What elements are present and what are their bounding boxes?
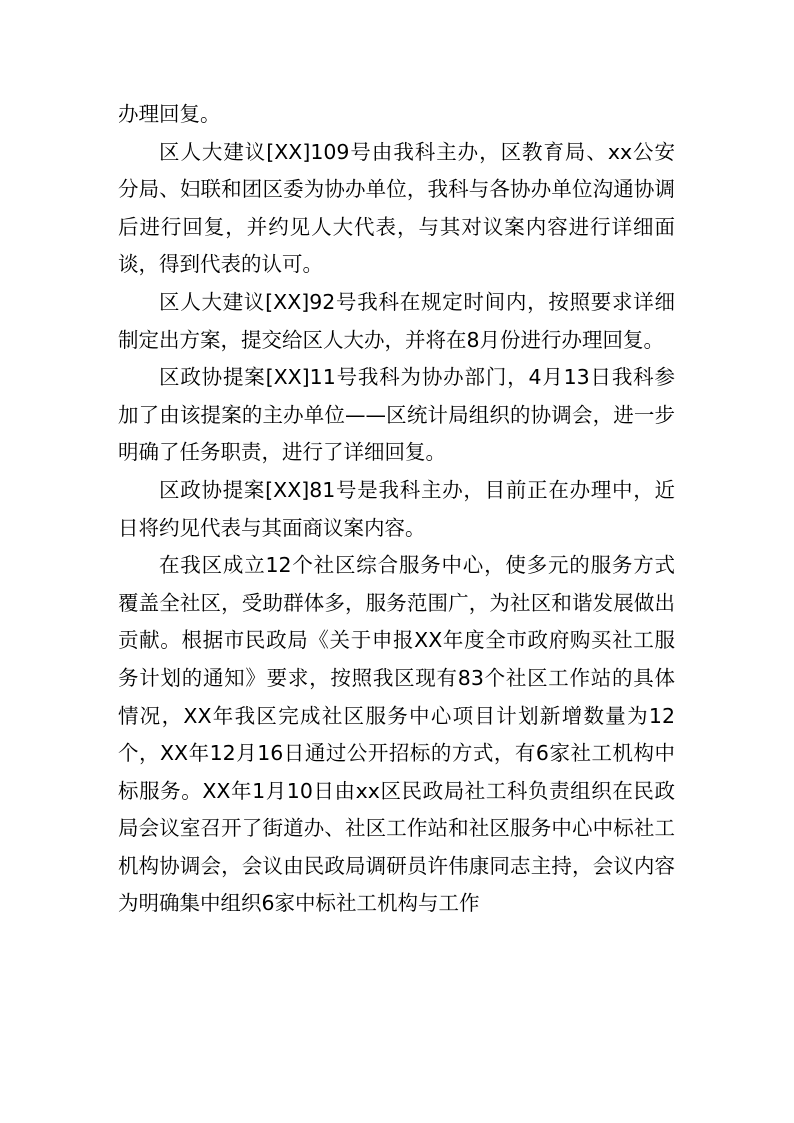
paragraph-proposal-109: 区人大建议[XX]109号由我科主办，区教育局、xx公安分局、妇联和团区委为协办单位，我科与各协办单位沟通协调后进行回复，并约见人大代表，与其对议案内容进行详细面谈，得到代表的认可。 — [118, 139, 675, 277]
paragraph-proposal-11: 区政协提案[XX]11号我科为协办部门，4月13日我科参加了由该提案的主办单位——区统计局组织的协调会，进一步明确了任务职责，进行了详细回复。 — [118, 365, 675, 465]
document-body — [118, 96, 675, 923]
paragraph-proposal-81: 区政协提案[XX]81号是我科主办，目前正在办理中，近日将约见代表与其面商议案内容。 — [118, 477, 675, 540]
paragraph-proposal-92: 区人大建议[XX]92号我科在规定时间内，按照要求详细制定出方案，提交给区人大办，并将在8月份进行办理回复。 — [118, 289, 675, 352]
paragraph-continuation: 办理回复。 — [118, 102, 221, 126]
paragraph-community-centers: 在我区成立12个社区综合服务中心，使多元的服务方式覆盖全社区，受助群体多，服务范围广，为社区和谐发展做出贡献。根据市民政局《关于申报XX年度全市政府购买社工服务计划的通知》要求，按照我区现有83个社区工作站的具体情况，XX年我区完成社区服务中心项目计划新增数量为12个，XX年12月16日通过公开招标的方式，有6家社工机构中标服务。XX年1月10日由xx区民政局社工科负责组织在民政局会议室召开了街道办、社区工作站和社区服务中心中标社工机构协调会，会议由民政局调研员许伟康同志主持，会议内容为明确集中组织6家中标社工机构与工作 — [118, 553, 675, 916]
